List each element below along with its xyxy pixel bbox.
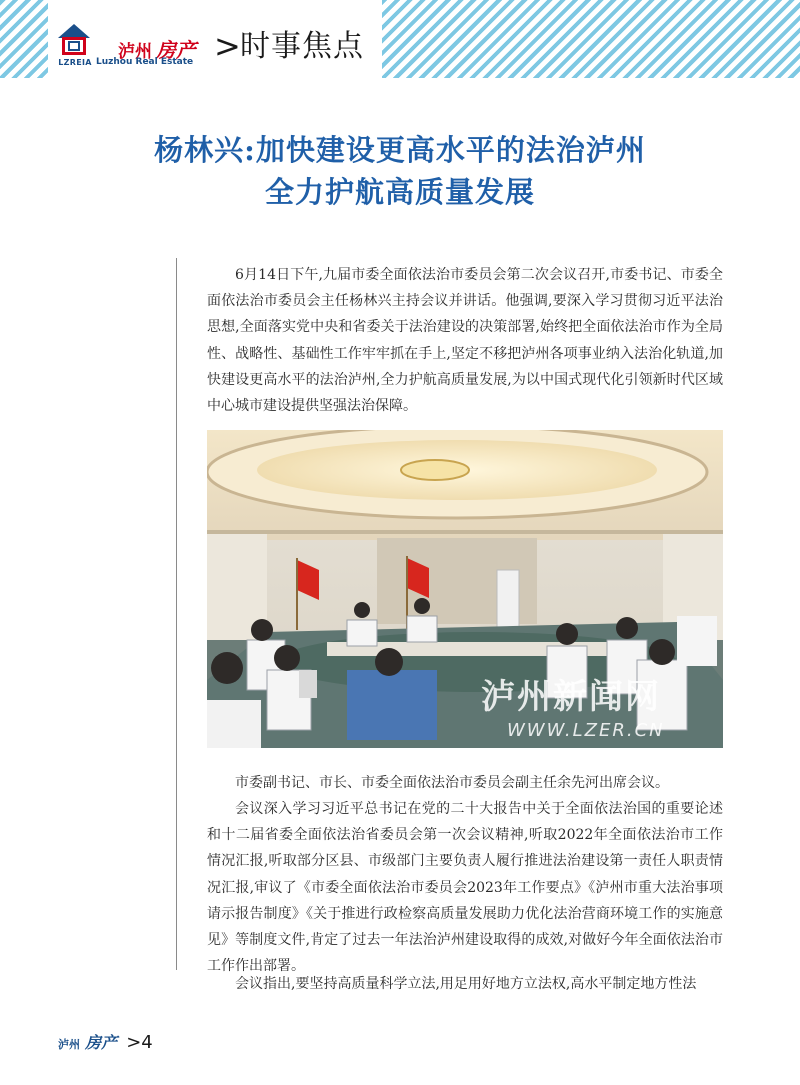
page-footer (58, 1030, 153, 1053)
brand-city: 泸州 (118, 42, 152, 62)
margin-rule (176, 258, 177, 970)
footer-brand-city: 泸州 (58, 1038, 80, 1051)
chevron-right-icon: > (214, 27, 241, 65)
logo-text: LZREIA (58, 58, 92, 67)
footer-brand-script: 房产 (85, 1033, 118, 1052)
meeting-photo (207, 430, 723, 748)
article-title-line2: 全力护航高质量发展 (264, 175, 535, 209)
article-paragraph: 6月14日下午,九届市委全面依法治市委员会第二次会议召开,市委书记、市委全面依法治市委员会主任杨林兴主持会议并讲话。他强调,要深入学习贯彻习近平法治思想,全面落实党中央和省委关于法治建设的决策部署,始终把全面依法治市作为全局性、战略性、基础性工作牢牢抓在手上,坚定不移把泸州各项事业纳入法治化轨道,加快建设更高水平的法治泸州,全力护航高质量发展,为以中国式现代化引领新时代区域中心城市建设提供坚强法治保障。 (207, 267, 723, 415)
header-banner (0, 0, 800, 78)
section-title: 时事焦点 (240, 29, 364, 64)
house-logo-icon (54, 24, 94, 74)
brand-english: Luzhou Real Estate (96, 57, 194, 67)
article-paragraph: 会议深入学习习近平总书记在党的二十大报告中关于全面依法治国的重要论述和十二届省委全面依法治省委员会第一次会议精神,听取2022年全面依法治市工作情况汇报,听取部分区县、市级部门主要负责人履行推进法治建设第一责任人职责情况汇报,审议了《市委全面依法治市委员会2023年工作要点》《泸州市重大法治事项请示报告制度》《关于推进行政检察高质量发展助力优化法治营商环境工作的实施意见》等制度文件,肯定了过去一年法治泸州建设取得的成效,对做好今年全面依法治市工作作出部署。 (207, 801, 723, 975)
article-paragraph: 会议指出,要坚持高质量科学立法,用足用好地方立法权,高水平制定地方性法 (235, 976, 697, 992)
page-number: >4 (126, 1032, 153, 1053)
article-paragraph: 市委副书记、市长、市委全面依法治市委员会副主任余先河出席会议。 (235, 775, 669, 791)
brand-script: 房产 (156, 38, 196, 62)
article-title-line1: 杨林兴:加快建设更高水平的法治泸州 (154, 133, 646, 167)
photo-watermark-url: WWW.LZER.CN (507, 720, 665, 741)
photo-watermark-cn: 泸州新闻网 (481, 677, 661, 717)
